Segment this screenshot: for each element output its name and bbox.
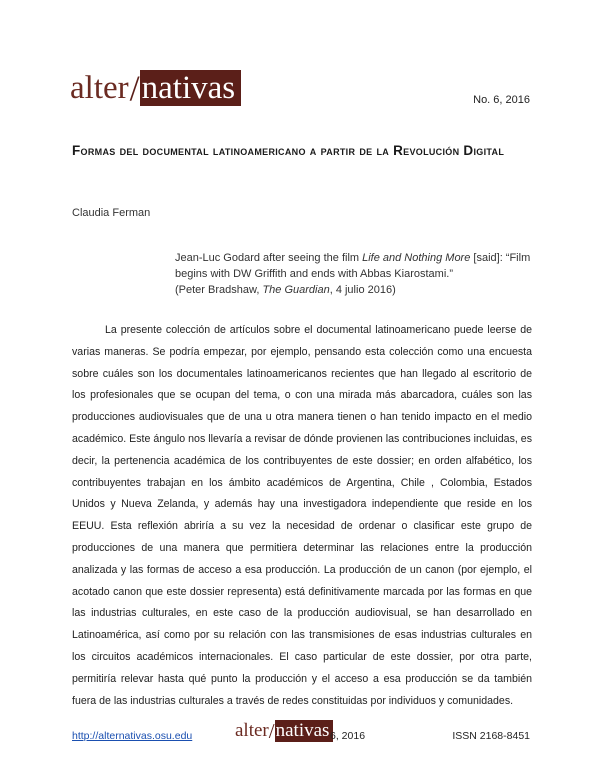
footer-logo-alter-text: alter [235, 720, 269, 741]
journal-logo [70, 70, 241, 106]
journal-url-link[interactable]: http://alternativas.osu.edu [72, 730, 193, 742]
epigraph-citation: (Peter Bradshaw, The Guardian, 4 julio 2016) [175, 284, 396, 296]
article-title: Formas del documental latinoamericano a partir de la Revolución Digital [72, 143, 505, 158]
issn-label: ISSN 2168-8451 [452, 730, 530, 742]
logo-slash: / [129, 68, 140, 108]
body-paragraph: La presente colección de artículos sobre el documental latinoamericano puede leerse de varias maneras. Se podría empezar, por ejemplo, pensando esta colección como una encuesta sobre cuáles son los documentales latinoamericanos recientes que han llegado al escritorio de los profesionales que se ocupan del tema, o con una mirada más abarcadora, cuáles son las producciones audiovisuales que de una u otra manera tienen o han tenido impacto en el medio académico. Este ángulo nos llevaría a revisar de dónde provienen las contribuciones incluidas, es decir, la pertenencia académica de los contribuyentes de este dossier; en orden alfabético, los contribuyentes trabajan en los ámbito académicos de Argentina, Chile , Colombia, Estados Unidos y Nueva Zelanda, y además hay una investigadora independiente que reside en los EEUU. Esta reflexión abriría a su vez la necesidad de ordenar o clasificar este grupo de producciones de una manera que permitiera determinar las relaciones entre la producción analizada y las formas de acceso a esa producción. La producción de un canon (por ejemplo, el acotado canon que este dossier representa) está definitivamente marcada por las formas en que las industrias culturales, en este caso de la producción audiovisual, se han desarrollado en Latinoamérica, así como por su relación con las transmisiones de esas industrias culturales en los circuitos académicos internacionales. El caso particular de este dossier, por otra parte, permitiría relevar hasta qué punto la producción y el acceso a esa producción se da también fuera de las industrias culturales a través de redes constituidas por individuos y comunidades. [72, 324, 532, 707]
footer-logo-slash: / [268, 719, 275, 743]
logo-alter-text: alter [70, 70, 129, 106]
footer-journal-logo [235, 720, 333, 742]
article-body [72, 320, 532, 712]
article-author: Claudia Ferman [72, 207, 151, 219]
logo-nativas-text: nativas [140, 70, 241, 106]
epigraph-source: The Guardian [262, 284, 330, 296]
page-footer [70, 719, 530, 748]
epigraph-film-title: Life and Nothing More [362, 252, 471, 264]
issue-number: No. 6, 2016 [473, 94, 530, 106]
footer-logo-nativas-text: nativas [275, 720, 334, 742]
footer-issue-number: 6, 2016 [330, 730, 366, 742]
epigraph [175, 250, 532, 298]
epigraph-quote: Jean-Luc Godard after seeing the film Life and Nothing More [said]: “Film begins with DW Griffith and ends with Abbas Kiarostami.” [175, 252, 531, 280]
